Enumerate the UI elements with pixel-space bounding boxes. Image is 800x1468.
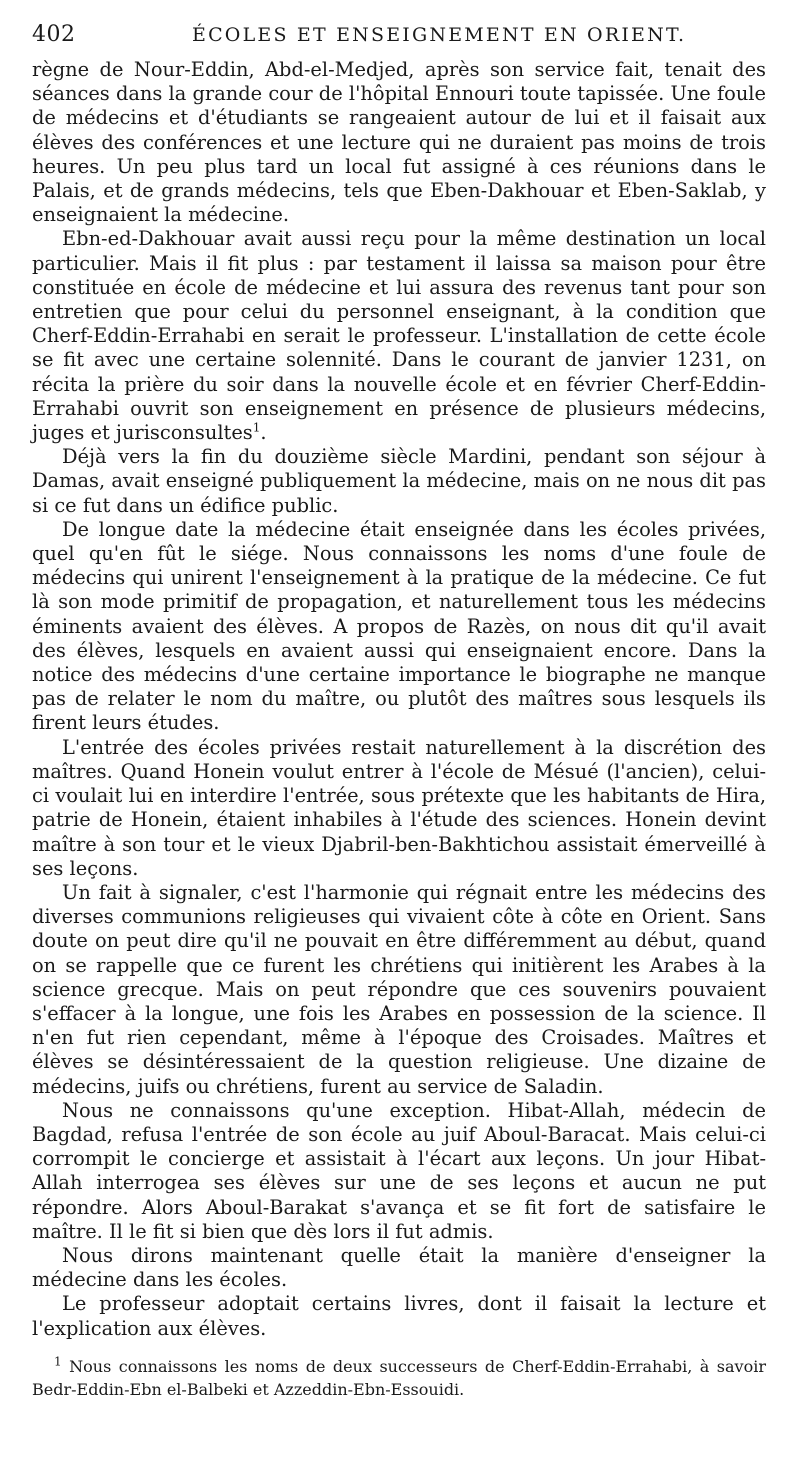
body-text	[32, 58, 766, 1341]
paragraph: Nous ne connaissons qu'une exception. Hibat-Allah, médecin de Bagdad, refusa l'entrée de son école au juif Aboul-Baracat. Mais celui-ci corrompit le concierge et assistait à l'écart aux leçons. Un jour Hibat-Allah interrogea ses élèves sur une de ses leçons et aucun ne put répondre. Alors Aboul-Barakat s'avança et se fit fort de satisfaire le maître. Il le fit si bien que dès lors il fut admis.	[32, 1098, 766, 1243]
running-title: ÉCOLES ET ENSEIGNEMENT EN ORIENT.	[192, 24, 687, 46]
paragraph: L'entrée des écoles privées restait naturellement à la discrétion des maîtres. Quand Honein voulut entrer à l'école de Mésué (l'ancien), celui-ci voulait lui en interdire l'entrée, sous prétexte que les habitants de Hira, patrie de Honein, étaient inhabiles à l'étude des sciences. Honein devint maître à son tour et le vieux Djabril-ben-Bakhtichou assistait émerveillé à ses leçons.	[32, 735, 766, 880]
footnotes	[32, 1355, 766, 1401]
paragraph-end: .	[260, 421, 267, 445]
footnote-reference: 1	[252, 420, 261, 435]
paragraph: Le professeur adoptait certains livres, dont il faisait la lecture et l'explication aux élèves.	[32, 1292, 766, 1340]
paragraph-text: Ebn-ed-Dakhouar avait aussi reçu pour la même destination un local particulier. Mais il fit plus : par testament il laissa sa maison pour être constituée en école de médecine et lui assura des revenus tant pour son entretien que pour celui du personnel enseignant, à la condition que Cherf-Eddin-Errahabi en serait le professeur. L'installation de cette école se fit avec une certaine solennité. Dans le courant de janvier 1231, on récita la prière du soir dans la nouvelle école et en février Cherf-Eddin-Errahabi ouvrit son enseignement en présence de plusieurs médecins, juges et jurisconsultes	[32, 227, 766, 445]
footnote-mark: 1	[54, 1354, 62, 1369]
paragraph: Déjà vers la fin du douzième siècle Mardini, pendant son séjour à Damas, avait enseigné publiquement la médecine, mais on ne nous dit pas si ce fut dans un édifice public.	[32, 445, 766, 517]
paragraph: De longue date la médecine était enseignée dans les écoles privées, quel qu'en fût le siége. Nous connaissons les noms d'une foule de médecins qui unirent l'enseignement à la pratique de la médecine. Ce fut là son mode primitif de propagation, et naturellement tous les médecins éminents avaient des élèves. A propos de Razès, on nous dit qu'il avait des élèves, lesquels en avaient aussi qui enseignaient encore. Dans la notice des médecins d'une certaine importance le biographe ne manque pas de relater le nom du maître, ou plutôt des maîtres sous lesquels ils firent leurs études.	[32, 517, 766, 735]
paragraph: règne de Nour-Eddin, Abd-el-Medjed, après son service fait, tenait des séances dans la grande cour de l'hôpital Ennouri toute tapissée. Une foule de médecins et d'étudiants se rangeaient autour de lui et il faisait aux élèves des conférences et une lecture qui ne duraient pas moins de trois heures. Un peu plus tard un local fut assigné à ces réunions dans le Palais, et de grands médecins, tels que Eben-Dakhouar et Eben-Saklab, y enseignaient la médecine.	[32, 58, 766, 227]
paragraph	[32, 227, 766, 445]
book-page	[32, 22, 766, 1401]
page-number: 402	[32, 22, 76, 47]
paragraph: Nous dirons maintenant quelle était la manière d'enseigner la médecine dans les écoles.	[32, 1243, 766, 1292]
footnote-text: Nous connaissons les noms de deux successeurs de Cherf-Eddin-Errahabi, à savoir Bedr-Eddin-Ebn el-Balbeki et Azzeddin-Ebn-Essouidi.	[32, 1356, 766, 1399]
page-header	[32, 22, 766, 58]
paragraph: Un fait à signaler, c'est l'harmonie qui régnait entre les médecins des diverses communions religieuses qui vivaient côte à côte en Orient. Sans doute on peut dire qu'il ne pouvait en être différemment au début, quand on se rappelle que ce furent les chrétiens qui initièrent les Arabes à la science grecque. Mais on peut répondre que ces souvenirs pouvaient s'effacer à la longue, une fois les Arabes en possession de la science. Il n'en fut rien cependant, même à l'époque des Croisades. Maîtres et élèves se désintéressaient de la question religieuse. Une dizaine de médecins, juifs ou chrétiens, furent au service de Saladin.	[32, 880, 766, 1098]
footnote	[32, 1355, 766, 1401]
